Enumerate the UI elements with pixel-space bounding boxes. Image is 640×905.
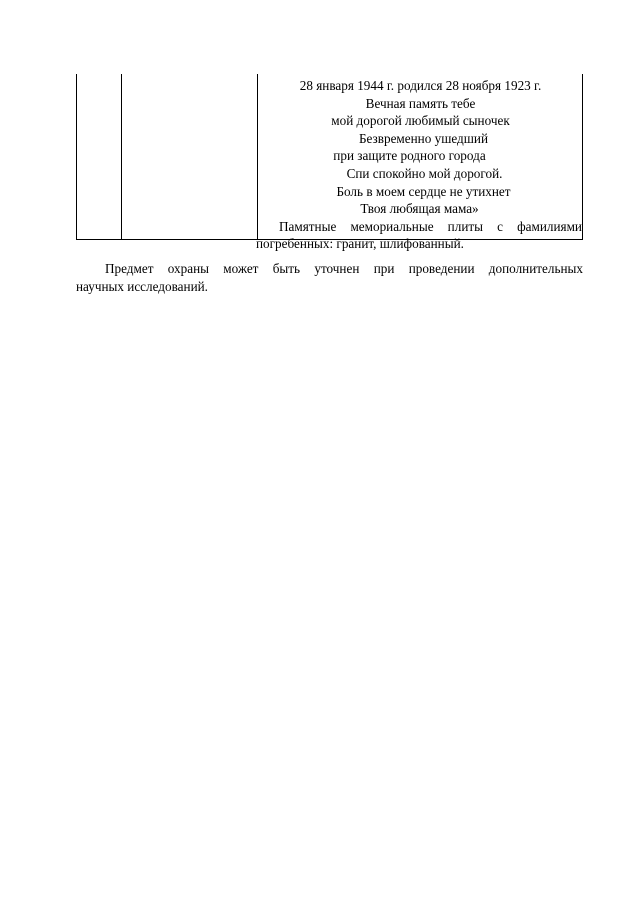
inscription-cell bbox=[256, 77, 582, 253]
protection-note bbox=[76, 260, 583, 296]
inscription-line: Вечная память тебе bbox=[365, 95, 476, 111]
description-line: Памятные мемориальные плиты с фамилиями bbox=[279, 218, 582, 234]
column-divider bbox=[121, 74, 122, 239]
description-line: погребенных: гранит, шлифованный. bbox=[256, 236, 464, 252]
inscription-line: Спи спокойно мой дорогой. bbox=[346, 165, 503, 181]
inscription-line: при защите родного города bbox=[333, 148, 486, 164]
note-line: Предмет охраны может быть уточнен при проведении дополнительных bbox=[105, 261, 583, 276]
column-divider bbox=[257, 74, 258, 239]
note-line: научных исследований. bbox=[76, 279, 208, 294]
inscription-line: мой дорогой любимый сыночек bbox=[331, 113, 510, 129]
inscription-line: Твоя любящая мама» bbox=[360, 201, 479, 217]
memorial-table bbox=[76, 74, 583, 252]
inscription-line: Боль в моем сердце не утихнет bbox=[336, 183, 511, 199]
inscription-line: 28 января 1944 г. родился 28 ноября 1923 г. bbox=[299, 78, 542, 93]
inscription-line: Безвременно ушедший bbox=[358, 130, 489, 146]
